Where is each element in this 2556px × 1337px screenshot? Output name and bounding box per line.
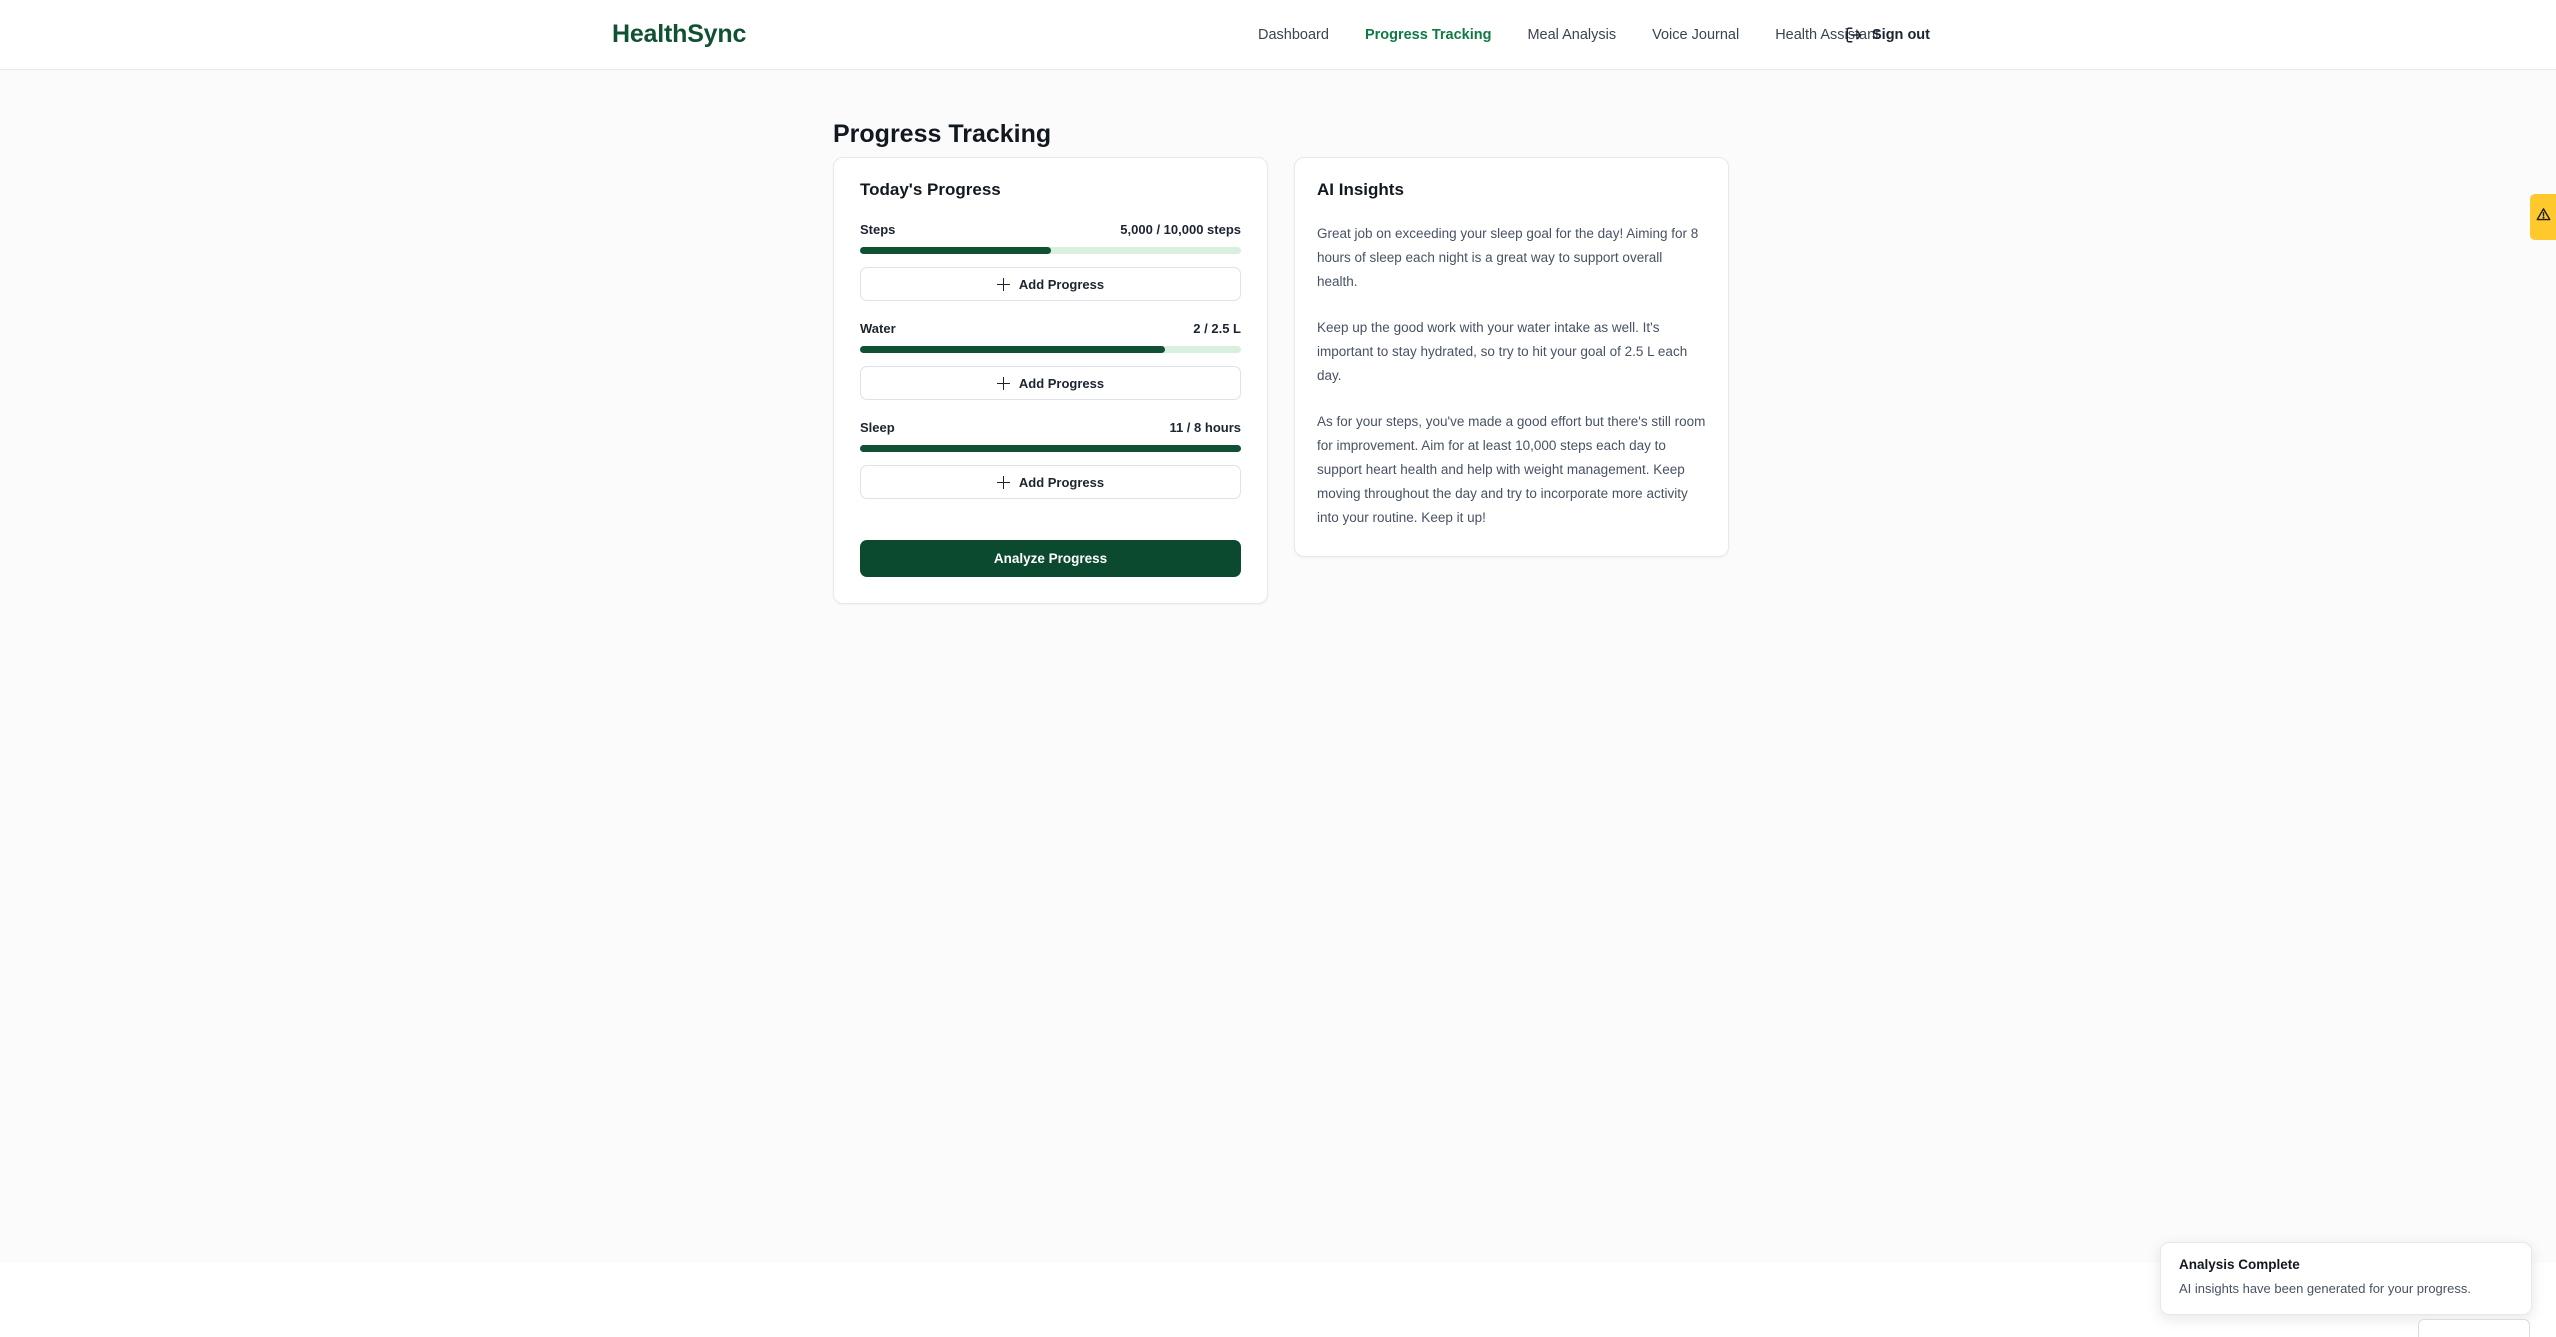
metric-steps (860, 222, 1241, 301)
ai-insight-paragraph: As for your steps, you've made a good effort but there's still room for improvement. Aim for at least 10,000 steps each day to support heart health and help with weight management. Keep moving throughout the day and try to incorporate more activity into your routine. Keep it up! (1317, 414, 1706, 525)
todays-progress-title: Today's Progress (860, 180, 1001, 199)
toast-title: Analysis Complete (2179, 1257, 2300, 1272)
sign-out-icon (1845, 26, 1863, 44)
add-progress-water-label: Add Progress (1018, 375, 1105, 391)
plus-icon (997, 377, 1010, 390)
metric-water-progressbar (860, 346, 1241, 353)
add-progress-steps-label: Add Progress (1018, 276, 1105, 292)
metric-water-head (860, 321, 1241, 336)
nav-link-meal-analysis[interactable]: Meal Analysis (1527, 26, 1617, 43)
nav-link-dashboard[interactable]: Dashboard (1258, 26, 1329, 43)
add-progress-sleep-label: Add Progress (1018, 474, 1105, 490)
metric-water-progress-fill (860, 346, 1165, 353)
ai-insight-paragraph: Keep up the good work with your water intake as well. It's important to stay hydrated, so try to hit your goal of 2.5 L each day. (1317, 320, 1688, 383)
metric-water-value: 2 / 2.5 L (1193, 321, 1241, 336)
metric-sleep-head (860, 420, 1241, 435)
metric-steps-value: 5,000 / 10,000 steps (1120, 222, 1241, 237)
ai-insight-paragraph: Great job on exceeding your sleep goal for the day! Aiming for 8 hours of sleep each night is a great way to support overall health. (1317, 226, 1699, 289)
nav-link-voice-journal[interactable]: Voice Journal (1652, 26, 1740, 43)
metric-water-label: Water (860, 321, 896, 336)
brand-logo[interactable]: HealthSync (612, 20, 747, 48)
page-body (0, 70, 2556, 1296)
metric-sleep-value: 11 / 8 hours (1169, 420, 1241, 435)
nav-link-progress-tracking[interactable]: Progress Tracking (1364, 26, 1492, 43)
cards-container (833, 157, 1729, 604)
metric-sleep-label: Sleep (860, 420, 895, 435)
analyze-progress-button[interactable]: Analyze Progress (860, 540, 1241, 577)
sign-out-button[interactable] (1845, 26, 1930, 44)
warning-edge-tab[interactable] (2530, 194, 2556, 240)
ai-insights-title: AI Insights (1317, 180, 1404, 199)
metric-steps-head (860, 222, 1241, 237)
toast-notification (2160, 1242, 2532, 1315)
metric-steps-progress-fill (860, 247, 1051, 254)
metric-water (860, 321, 1241, 400)
page-title: Progress Tracking (833, 119, 1052, 148)
metric-sleep (860, 420, 1241, 499)
ai-insights-card (1294, 157, 1729, 557)
sign-out-label: Sign out (1872, 26, 1930, 43)
plus-icon (997, 476, 1010, 489)
todays-progress-card (833, 157, 1268, 604)
add-progress-sleep-button[interactable] (860, 465, 1241, 499)
metric-steps-progressbar (860, 247, 1241, 254)
top-navbar (0, 0, 2556, 70)
main-nav (1258, 27, 1879, 43)
metric-steps-label: Steps (860, 222, 896, 237)
add-progress-water-button[interactable] (860, 366, 1241, 400)
metric-sleep-progressbar (860, 445, 1241, 452)
toast-message: AI insights have been generated for your progress. (2179, 1281, 2471, 1296)
warning-triangle-icon (2536, 207, 2551, 227)
add-progress-steps-button[interactable] (860, 267, 1241, 301)
metric-sleep-progress-fill (860, 445, 1241, 452)
bottom-panel-stub (2418, 1319, 2530, 1337)
plus-icon (997, 278, 1010, 291)
nav-link-health-assistant[interactable]: Health Assistant (1775, 26, 1880, 43)
